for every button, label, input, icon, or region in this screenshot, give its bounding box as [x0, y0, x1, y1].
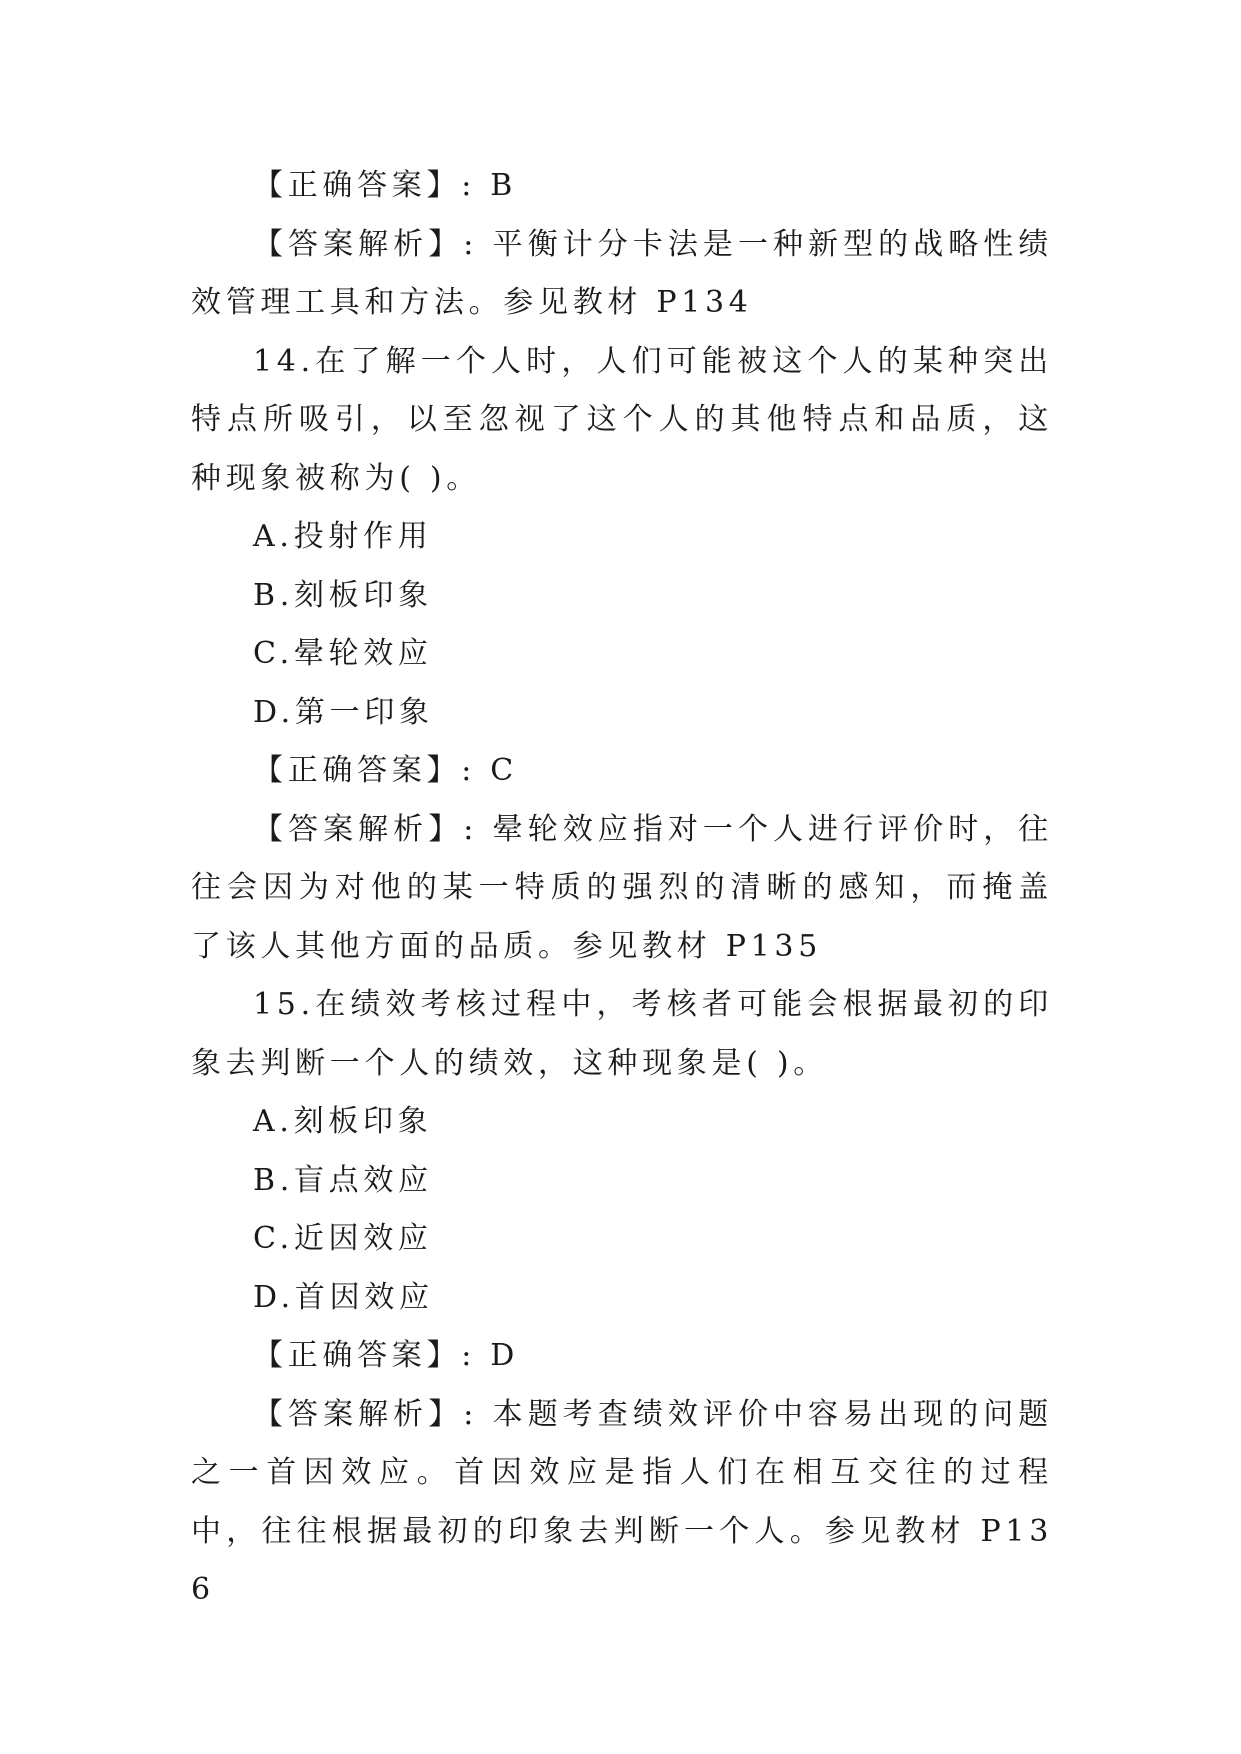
analysis-separator: : [463, 1396, 493, 1432]
option-d: D.首因效应 [253, 1279, 434, 1315]
answer-line [191, 1327, 1053, 1386]
answer-label: 【正确答案】 [253, 753, 462, 788]
analysis-separator: : [463, 811, 493, 847]
analysis-label: 【答案解析】 [253, 226, 464, 262]
answer-label: 【正确答案】 [253, 1338, 462, 1373]
question-15: 15.在绩效考核过程中，考核者可能会根据最初的印象去判断一个人的绩效，这种现象是( )。 [191, 987, 1053, 1081]
question-14: 14.在了解一个人时，人们可能被这个人的某种突出特点所吸引，以至忽视了这个人的其他特点和品质，这种现象被称为( )。 [191, 343, 1053, 496]
answer-line [191, 742, 1053, 801]
option-a: A.刻板印象 [253, 1104, 433, 1139]
analysis-text: 晕轮效应指对一个人进行评价时，往往会因为对他的某一特质的强烈的清晰的感知，而掩盖了该人其他方面的品质。参见教材 P135 [191, 811, 1054, 964]
analysis-text: 平衡计分卡法是一种新型的战略性绩效管理工具和方法。参见教材 P134 [191, 226, 1054, 320]
option-c: C.近因效应 [253, 1221, 433, 1256]
analysis-text: 本题考查绩效评价中容易出现的问题之一首因效应。首因效应是指人们在相互交往的过程中，往往根据最初的印象去判断一个人。参见教材 P136 [191, 1396, 1054, 1607]
answer-line [191, 157, 1053, 216]
answer-value: C [490, 753, 518, 788]
analysis-label: 【答案解析】 [253, 1396, 464, 1432]
option-d: D.第一印象 [253, 694, 434, 730]
option-b: B.刻板印象 [253, 577, 433, 613]
analysis-paragraph [191, 1386, 1053, 1620]
analysis-paragraph [191, 801, 1053, 977]
answer-value: B [490, 168, 517, 203]
option-c: C.晕轮效应 [253, 636, 433, 671]
analysis-paragraph [191, 216, 1053, 333]
analysis-separator: : [463, 226, 493, 262]
answer-value: D [490, 1338, 520, 1373]
page-content [191, 157, 1053, 1620]
analysis-label: 【答案解析】 [253, 811, 464, 847]
answer-label: 【正确答案】 [253, 168, 462, 203]
answer-separator: : [461, 168, 491, 203]
option-a: A.投射作用 [253, 519, 433, 554]
option-b: B.盲点效应 [253, 1162, 433, 1198]
answer-separator: : [461, 1338, 491, 1373]
answer-separator: : [461, 753, 491, 788]
